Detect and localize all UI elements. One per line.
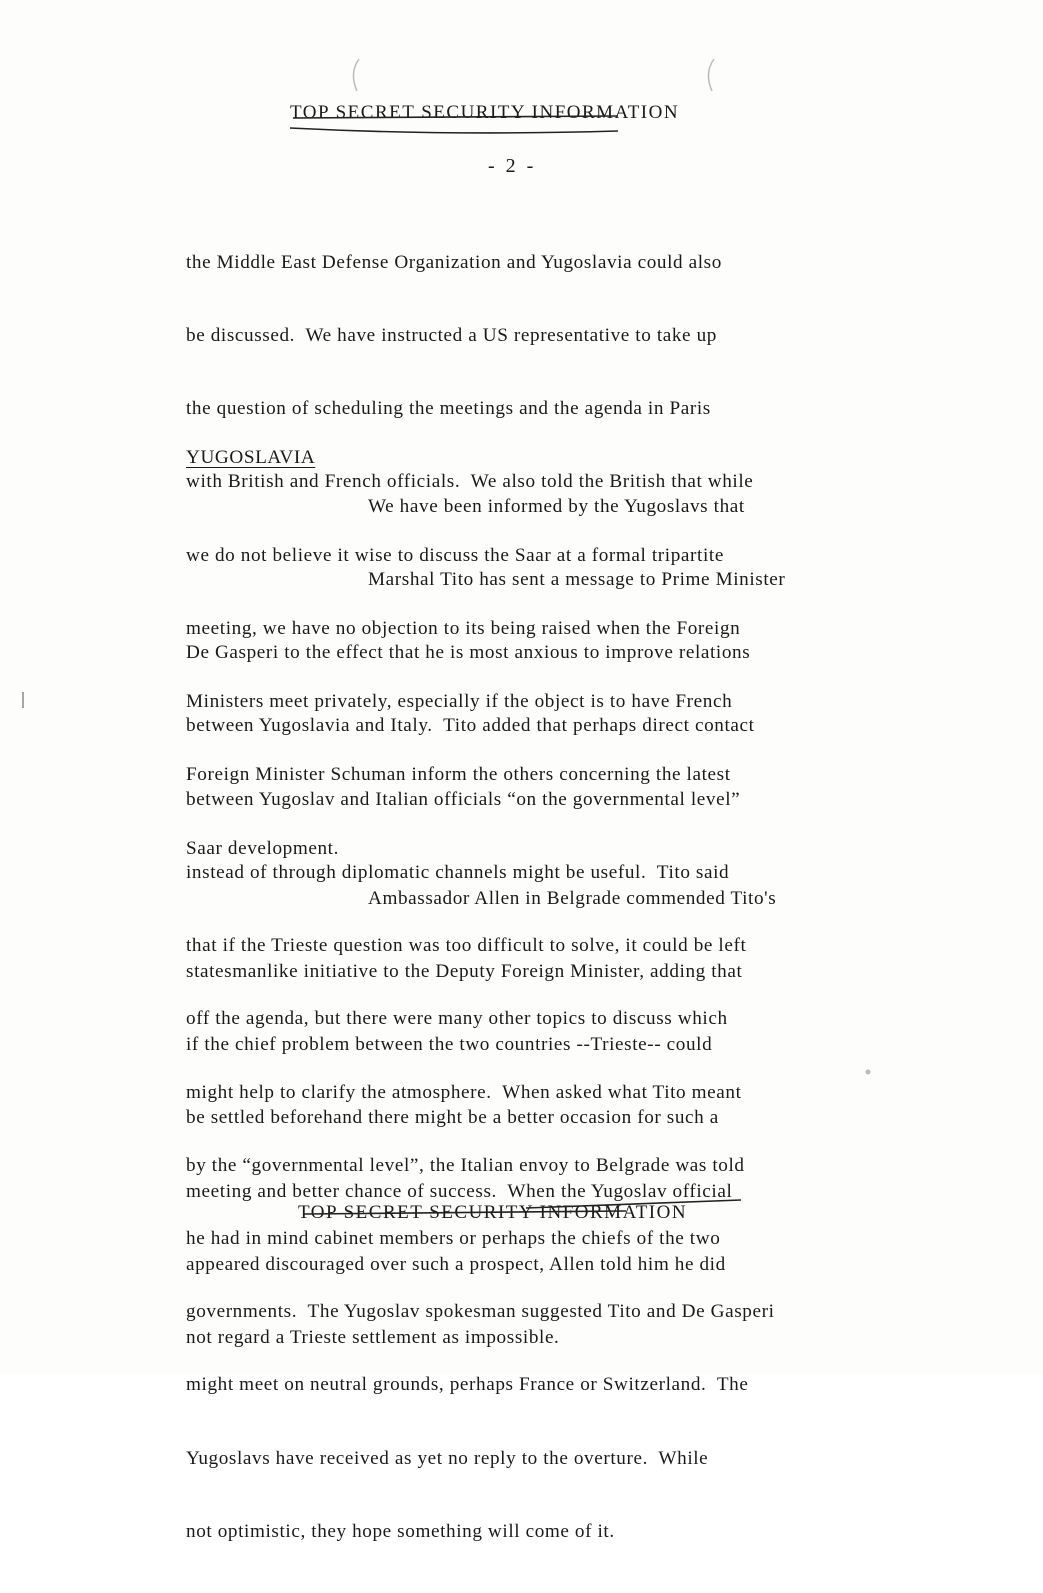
text-line: the Middle East Defense Organization and Yugoslavia could also [186,251,722,273]
paragraph-ambassador-allen [186,838,966,1399]
text-line: meeting and better chance of success. When the Yugoslav official [186,1180,733,1202]
text-line: governments. The Yugoslav spokesman suggested Tito and De Gasperi [186,1301,775,1323]
text-line: Yugoslavs have received as yet no reply to the overture. While [186,1447,709,1469]
text-line: Ministers meet privately, especially if the object is to have French [186,691,733,713]
text-line: with British and French officials. We also told the British that while [186,471,754,493]
text-line: might help to clarify the atmosphere. When asked what Tito meant [186,1081,742,1103]
text-line: between Yugoslavia and Italy. Tito added that perhaps direct contact [186,715,755,737]
text-line: statesmanlike initiative to the Deputy Foreign Minister, adding that [186,961,743,983]
text-line: we do not believe it wise to discuss the Saar at a formal tripartite [186,544,724,566]
text-line: appeared discouraged over such a prospect, Allen told him he did [186,1253,726,1275]
text-line: not optimistic, they hope something will come of it. [186,1520,615,1542]
footer-classification-text: TOP SECRET SECURITY INFORMATION [298,1202,688,1223]
punch-mark-left [345,55,365,95]
text-line: that if the Trieste question was too difficult to solve, it could be left [186,935,747,957]
text-line: the question of scheduling the meetings and the agenda in Paris [186,398,711,420]
text-line: We have been informed by the Yugoslavs that [368,495,745,517]
text-line: Saar development. [186,837,339,859]
text-line: De Gasperi to the effect that he is most anxious to improve relations [186,642,751,664]
text-line: between Yugoslav and Italian officials “on the governmental level” [186,788,741,810]
text-line: if the chief problem between the two countries --Trieste-- could [186,1034,713,1056]
text-line: not regard a Trieste settlement as impossible. [186,1327,560,1349]
text-line: meeting, we have no objection to its being raised when the Foreign [186,617,741,639]
text-line: he had in mind cabinet members or perhaps the chiefs of the two [186,1228,721,1249]
text-line: off the agenda, but there were many other topics to discuss which [186,1008,728,1030]
section-heading-yugoslavia: YUGOSLAVIA [186,447,316,468]
header-classification [290,102,750,124]
text-line: by the “governmental level”, the Italian envoy to Belgrade was told [186,1154,745,1176]
text-line: be settled beforehand there might be a better occasion for such a [186,1107,719,1129]
page-number: - 2 - [488,155,537,177]
text-line: be discussed. We have instructed a US representative to take up [186,325,717,347]
footer-classification [298,1202,758,1224]
text-line: instead of through diplomatic channels might be useful. Tito said [186,861,730,883]
punch-mark-right [700,55,720,95]
text-line: Foreign Minister Schuman inform the others concerning the latest [186,764,731,786]
margin-tick [20,690,26,710]
header-classification-text: TOP SECRET SECURITY INFORMATION [290,102,680,123]
text-line: Ambassador Allen in Belgrade commended Tito's [368,887,777,909]
text-line: Marshal Tito has sent a message to Prime Minister [368,569,786,591]
text-line: might meet on neutral grounds, perhaps France or Switzerland. The [186,1374,749,1396]
